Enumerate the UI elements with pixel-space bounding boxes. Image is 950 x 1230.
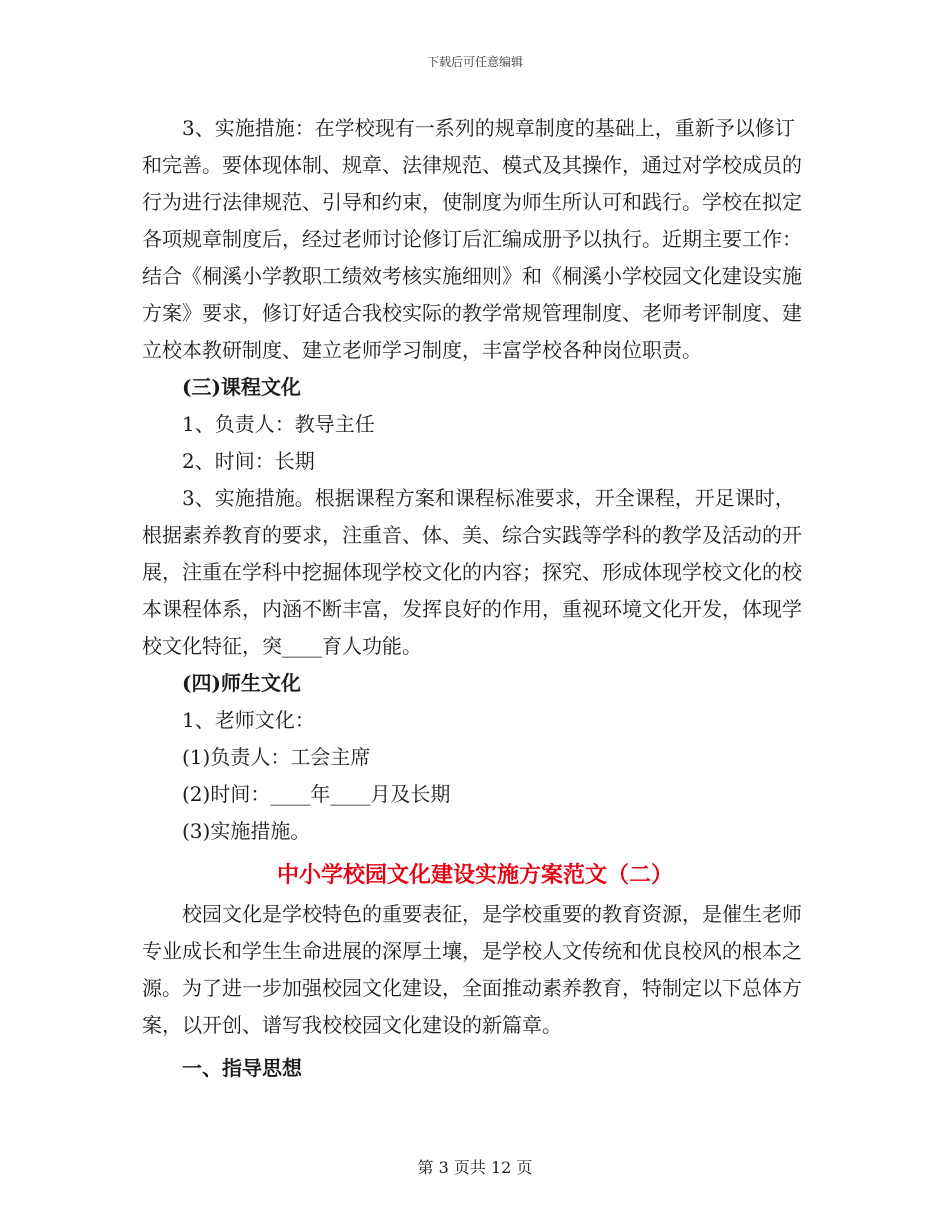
heading-teacher-student-culture: (四)师生文化	[182, 671, 301, 695]
section-title: 中小学校园文化建设实施方案范文（二）	[276, 863, 673, 888]
heading-curriculum-culture: (三)课程文化	[182, 375, 301, 399]
list-item-teacher-measures: (3)实施措施。	[182, 819, 311, 843]
page-header: 下载后可任意编辑	[426, 55, 523, 69]
page-footer: 第 3 页共 12 页	[417, 1158, 533, 1177]
heading-guiding-ideology: 一、指导思想	[182, 1056, 302, 1080]
list-item-teacher-time: (2)时间：____年____月及长期	[182, 782, 451, 806]
list-item-teacher-culture: 1、老师文化：	[182, 708, 315, 732]
list-item-time: 2、时间：长期	[182, 449, 315, 473]
paragraph-curriculum-measures: 3、实施措施。根据课程方案和课程标准要求，开全课程，开足课时，根据素养教育的要求，注重音、体、美、综合实践等学科的教学及活动的开展，注重在学科中挖掘体现学校文化的内容；探究、形成体现学校文化的校本课程体系，内涵不断丰富，发挥良好的作用，重视环境文化开发，体现学校文化特征，突____育人功能。	[142, 486, 802, 658]
paragraph-intro: 校园文化是学校特色的重要表征，是学校重要的教育资源，是催生老师专业成长和学生生命进展的深厚土壤，是学校人文传统和优良校风的根本之源。为了进一步加强校园文化建设，全面推动素养教育，特制定以下总体方案，以开创、谱写我校校园文化建设的新篇章。	[142, 902, 802, 1037]
document-body	[142, 110, 808, 1087]
paragraph-measures: 3、实施措施：在学校现有一系列的规章制度的基础上，重新予以修订和完善。要体现体制、规章、法律规范、模式及其操作，通过对学校成员的行为进行法律规范、引导和约束，使制度为师生所认可和践行。学校在拟定各项规章制度后，经过老师讨论修订后汇编成册予以执行。近期主要工作：结合《桐溪小学教职工绩效考核实施细则》和《桐溪小学校园文化建设实施方案》要求，修订好适合我校实际的教学常规管理制度、老师考评制度、建立校本教研制度、建立老师学习制度，丰富学校各种岗位职责。	[142, 116, 802, 362]
list-item-responsible: 1、负责人：教导主任	[182, 412, 375, 436]
list-item-teacher-responsible: (1)负责人：工会主席	[182, 745, 371, 769]
